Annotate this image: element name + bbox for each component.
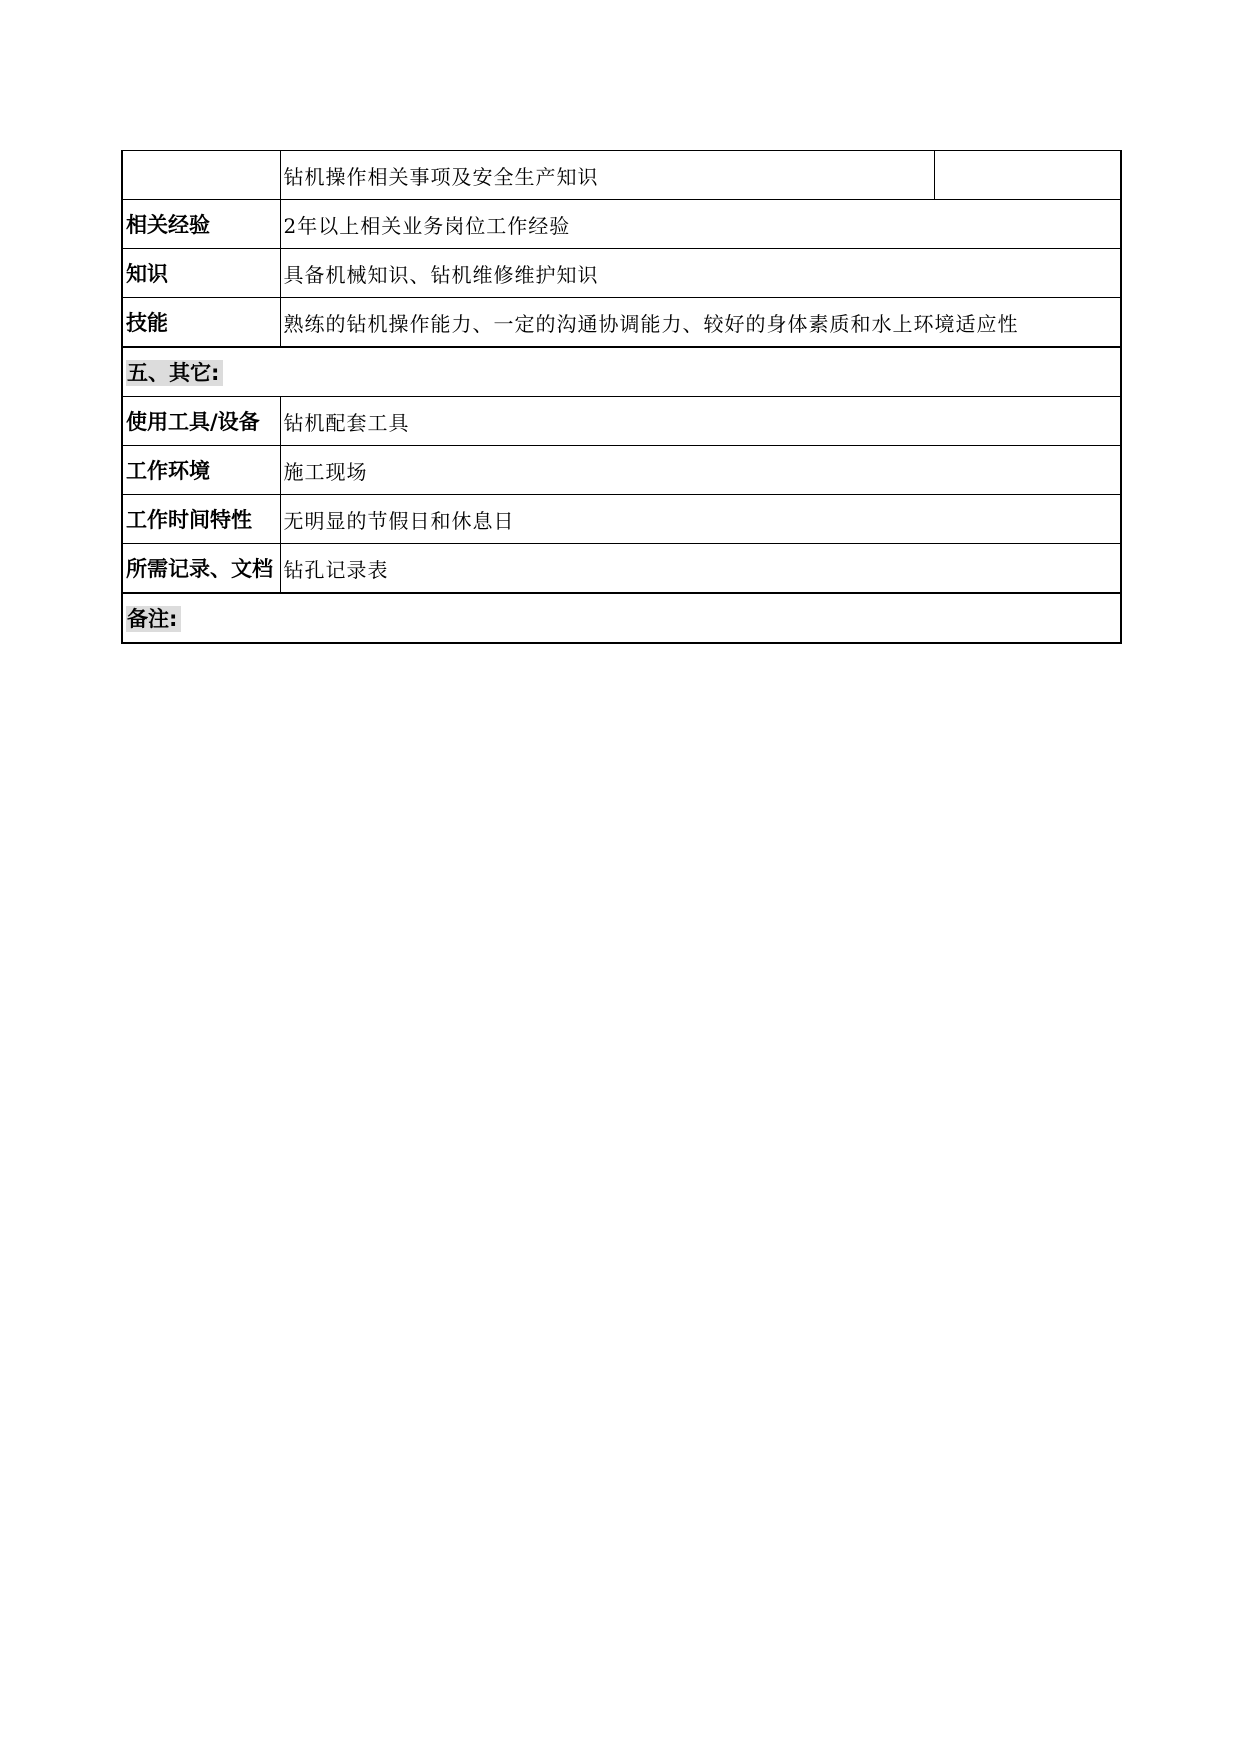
row-value: 2年以上相关业务岗位工作经验	[283, 213, 571, 238]
row-value: 熟练的钻机操作能力、一定的沟通协调能力、较好的身体素质和水上环境适应性	[283, 311, 1019, 336]
row-label: 相关经验	[126, 213, 210, 237]
row-value: 钻孔记录表	[283, 557, 389, 582]
row-value-cell	[280, 446, 1121, 495]
row-value: 钻机操作相关事项及安全生产知识	[283, 164, 599, 189]
row-label: 使用工具/设备	[126, 410, 260, 434]
row-value: 施工现场	[283, 459, 368, 484]
table-row-experience	[122, 200, 1121, 249]
section-header-cell	[122, 347, 1121, 397]
row-value-cell	[280, 249, 1121, 298]
section-title: 五、其它:	[126, 360, 223, 386]
row-label: 技能	[126, 311, 168, 335]
row-label-cell	[122, 495, 280, 544]
row-value-cell	[280, 397, 1121, 446]
job-description-table	[121, 150, 1122, 644]
row-value-cell	[280, 151, 934, 200]
section-header-row	[122, 347, 1121, 397]
row-label: 知识	[126, 262, 168, 286]
table-row-skills	[122, 298, 1121, 348]
row-value-cell	[280, 544, 1121, 594]
remarks-cell	[122, 593, 1121, 643]
row-label: 所需记录、文档	[126, 557, 273, 581]
remarks-row	[122, 593, 1121, 643]
row-value: 具备机械知识、钻机维修维护知识	[283, 262, 599, 287]
table-row-records	[122, 544, 1121, 594]
row-label-cell	[122, 397, 280, 446]
table-row-knowledge	[122, 249, 1121, 298]
table-row-tools	[122, 397, 1121, 446]
row-value: 无明显的节假日和休息日	[283, 508, 515, 533]
row-label: 工作时间特性	[126, 508, 252, 532]
row-label-cell	[122, 446, 280, 495]
row-label-cell	[122, 249, 280, 298]
row-label-cell	[122, 298, 280, 348]
row-value-cell	[280, 495, 1121, 544]
row-label-cell	[122, 151, 280, 200]
table-row-environment	[122, 446, 1121, 495]
table-row-work-time	[122, 495, 1121, 544]
row-value-cell	[280, 298, 1121, 348]
row-extra-cell	[934, 151, 1121, 200]
row-label-cell	[122, 544, 280, 594]
row-label-cell	[122, 200, 280, 249]
remarks-title: 备注:	[126, 606, 181, 632]
table-row	[122, 151, 1121, 200]
row-value: 钻机配套工具	[283, 410, 410, 435]
row-value-cell	[280, 200, 1121, 249]
row-label: 工作环境	[126, 459, 210, 483]
